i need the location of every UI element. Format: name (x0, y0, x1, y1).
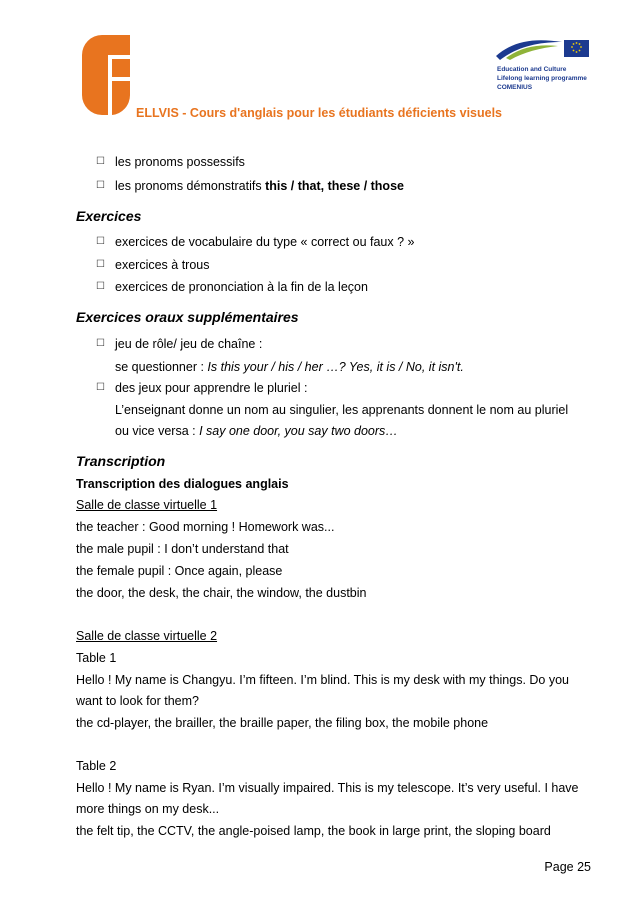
sub-plain: ou vice versa : (115, 424, 200, 438)
bullet-icon: ☐ (96, 281, 105, 292)
eu-logo-line-3: COMENIUS (497, 84, 533, 91)
list-item: jeu de rôle/ jeu de chaîne : (115, 337, 263, 351)
page-number: Page 25 (544, 860, 591, 874)
list-item-sub (115, 360, 464, 374)
transcript-line: the cd-player, the brailler, the braille paper, the filing box, the mobile phone (76, 716, 489, 730)
section-heading-oraux: Exercices oraux supplémentaires (76, 309, 299, 325)
list-item-sub (115, 424, 398, 438)
bullet-icon: ☐ (96, 236, 105, 247)
transcript-line: the teacher : Good morning ! Homework was... (76, 520, 335, 534)
sub-italic: I say one door, you say two doors… (199, 424, 398, 438)
transcript-line: the female pupil : Once again, please (76, 564, 283, 578)
sub-italic: Is this your / his / her …? Yes, it is / No, it isn't. (207, 360, 464, 374)
salle-1-heading: Salle de classe virtuelle 1 (76, 498, 218, 512)
transcript-line: more things on my desk... (76, 802, 220, 816)
eu-logo-line-2: Lifelong learning programme (497, 75, 587, 82)
list-item-sub: L’enseignant donne un nom au singulier, les apprenants donnent le nom au pluriel (115, 403, 569, 417)
bullet-icon: ☐ (96, 382, 105, 393)
eu-logo-line-1: Education and Culture (497, 66, 567, 73)
list-item-bold: this / that, these / those (265, 179, 404, 193)
eu-flag-icon (564, 40, 589, 57)
list-item: des jeux pour apprendre le pluriel : (115, 381, 308, 395)
list-item-text: les pronoms démonstratifs (115, 179, 266, 193)
list-item: exercices de prononciation à la fin de la leçon (115, 280, 368, 294)
bullet-icon: ☐ (96, 259, 105, 270)
transcript-line: want to look for them? (76, 694, 199, 708)
eu-logo-text (497, 65, 587, 92)
sub-plain: se questionner : (115, 360, 208, 374)
transcription-subheading: Transcription des dialogues anglais (76, 477, 289, 491)
list-item: exercices à trous (115, 258, 210, 272)
salle-2-heading: Salle de classe virtuelle 2 (76, 629, 218, 643)
bullet-icon: ☐ (96, 180, 105, 191)
list-item: exercices de vocabulaire du type « correct ou faux ? » (115, 235, 415, 249)
bullet-icon: ☐ (96, 156, 105, 167)
transcript-line: Hello ! My name is Changyu. I’m fifteen. I’m blind. This is my desk with my things. Do you (76, 673, 570, 687)
transcript-line: Hello ! My name is Ryan. I’m visually impaired. This is my telescope. It’s very useful. I have (76, 781, 579, 795)
transcript-line: the felt tip, the CCTV, the angle-poised lamp, the book in large print, the sloping board (76, 824, 551, 838)
transcript-line: the male pupil : I don’t understand that (76, 542, 289, 556)
ellvis-logo (82, 35, 132, 115)
section-heading-exercices: Exercices (76, 208, 142, 224)
table-2-label: Table 2 (76, 759, 117, 773)
section-heading-transcription: Transcription (76, 453, 166, 469)
table-1-label: Table 1 (76, 651, 117, 665)
bullet-icon: ☐ (96, 338, 105, 349)
transcript-line: the door, the desk, the chair, the window, the dustbin (76, 586, 367, 600)
page-header-title: ELLVIS - Cours d'anglais pour les étudiants déficients visuels (135, 106, 502, 120)
eu-programme-swoosh-icon (496, 36, 562, 62)
list-item (115, 179, 404, 193)
list-item: les pronoms possessifs (115, 155, 245, 169)
